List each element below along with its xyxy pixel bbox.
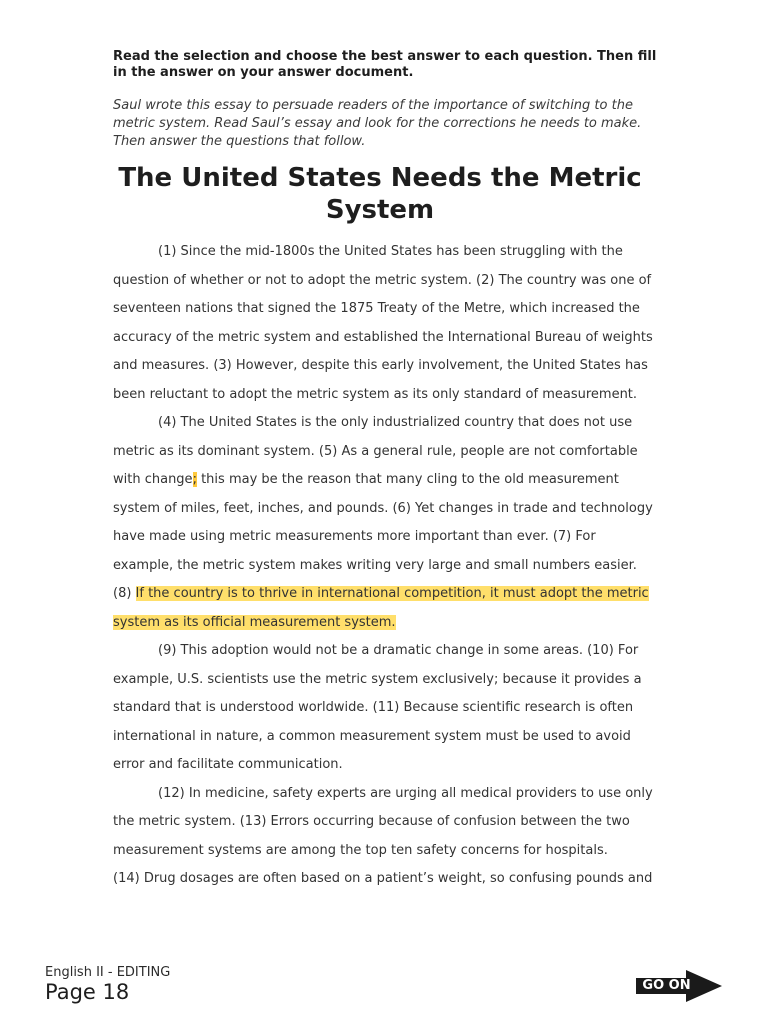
paragraph-3: (9) This adoption would not be a dramatic change in some areas. (10) For example, U.S. scientists use the metric system exclusively; because it provides a standard that is understood worldwide. (11) Because scientific research is often international in nature, a common measurement system must be used to avoid error and facilitate communication. (113, 643, 642, 772)
paragraph-1: (1) Since the mid-1800s the United States has been struggling with the question of whether or not to adopt the metric system. (2) The country was one of seventeen nations that signed the 1875 Treaty of the Metre, which increased the accuracy of the metric system and established the International Bureau of weights and measures. (3) However, despite this early involvement, the United States has been reluctant to adopt the metric system as its only standard of measurement. (113, 244, 653, 402)
essay-title: The United States Needs the Metric System (118, 163, 642, 225)
footer-subject: English II - EDITING (45, 965, 171, 980)
paragraph-2 (113, 409, 658, 637)
instructions: Read the selection and choose the best answer to each question. Then fill in the answer on your answer document. (113, 49, 657, 80)
essay-body (113, 238, 658, 894)
highlighted-sentence-8: If the country is to thrive in international competition, it must adopt the metric system as its official measurement system. (113, 586, 649, 630)
essay-intro: Saul wrote this essay to persuade readers of the importance of switching to the metric system. Read Saul’s essay and look for the corrections he needs to make. Then answer the questions that follow. (113, 98, 642, 149)
go-on-label: GO ON (639, 978, 694, 994)
paragraph-4: (12) In medicine, safety experts are urging all medical providers to use only the metric system. (13) Errors occurring because of confusion between the two measurement systems are among the top ten safety concerns for hospitals. (113, 785, 653, 858)
highlighted-semicolon: ; (192, 472, 197, 487)
paragraph-5: (14) Drug dosages are often based on a patient’s weight, so confusing pounds and (113, 871, 653, 886)
page-number: Page 18 (45, 980, 130, 1004)
paragraph-2-text-b: this may be the reason that many cling to the old measurement system of miles, feet, inches, and pounds. (6) Yet changes in trade and technology have made using metric measurements more important than ever. (7) For example, the metric system makes writing very large and small numbers easier. (8) (113, 472, 653, 601)
paragraph-2-text-a: (4) The United States is the only industrialized country that does not use metric as its dominant system. (5) As a general rule, people are not comfortable with change (113, 415, 638, 487)
go-on-button[interactable] (636, 970, 722, 1002)
